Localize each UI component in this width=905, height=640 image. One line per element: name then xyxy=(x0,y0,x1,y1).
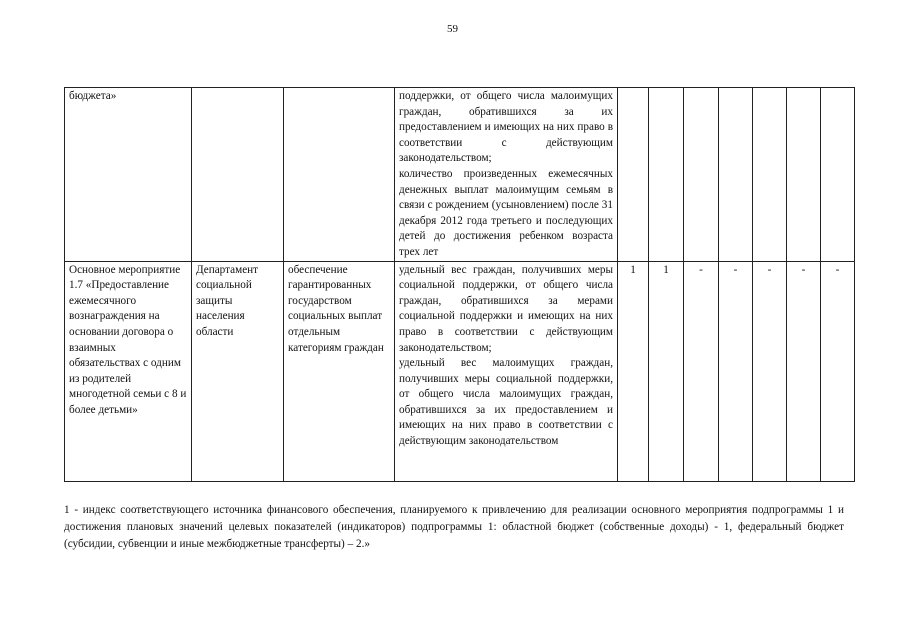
task-cell: обеспечение гарантированных государством социальных выплат отдельным категориям граждан xyxy=(284,261,395,481)
value-cell: 1 xyxy=(649,261,684,481)
indicators-cell: поддержки, от общего числа малоимущих граждан, обратившихся за их предоставлением и имеющих на них право в соответствии с действующим законодательством; количество произведенных ежемесячных денежных выплат малоимущим семьям в связи с рождением (усыновлением) после 31 декабря 2012 года третьего и последующих детей до достижения ребенком возраста трех лет xyxy=(395,88,618,262)
footnote: 1 - индекс соответствующего источника финансового обеспечения, планируемого к привлечению для реализации основного мероприятия подпрограммы 1 и достижения плановых значений целевых показателей (индикаторов) подпрограммы 1: областной бюджет (собственные доходы) - 1, федеральный бюджет (субсидии, субвенции и иные межбюджетные трансферты) – 2.» xyxy=(64,504,844,550)
page-number: 59 xyxy=(447,23,458,35)
task-cell xyxy=(284,88,395,262)
measure-name-cell: Основное мероприятие 1.7 «Предоставление ежемесячного вознаграждения на основании договора о взаимных обязательствах с одним из родителей многодетной семьи с 8 и более детьми» xyxy=(65,261,192,481)
value-cell: - xyxy=(719,261,753,481)
program-measures-table xyxy=(64,87,855,482)
table-row xyxy=(65,88,855,262)
value-cell: - xyxy=(684,261,719,481)
value-cell xyxy=(787,88,821,262)
executor-cell: Департамент социальной защиты населения области xyxy=(192,261,284,481)
value-cell xyxy=(649,88,684,262)
value-cell xyxy=(821,88,855,262)
executor-cell xyxy=(192,88,284,262)
value-cell: 1 xyxy=(618,261,649,481)
value-cell: - xyxy=(821,261,855,481)
value-cell: - xyxy=(753,261,787,481)
value-cell xyxy=(684,88,719,262)
measure-name-cell: бюджета» xyxy=(65,88,192,262)
value-cell xyxy=(753,88,787,262)
table-row xyxy=(65,261,855,481)
value-cell xyxy=(719,88,753,262)
value-cell xyxy=(618,88,649,262)
indicators-cell: удельный вес граждан, получивших меры социальной поддержки, от общего числа граждан, обратившихся за мерами социальной поддержки и имеющих на них право в соответствии с действующим законодательством; удельный вес малоимущих граждан, получивших меры социальной поддержки, от общего числа малоимущих граждан, обратившихся за их предоставлением и имеющих на них право в соответствии с действующим законодательством xyxy=(395,261,618,481)
value-cell: - xyxy=(787,261,821,481)
